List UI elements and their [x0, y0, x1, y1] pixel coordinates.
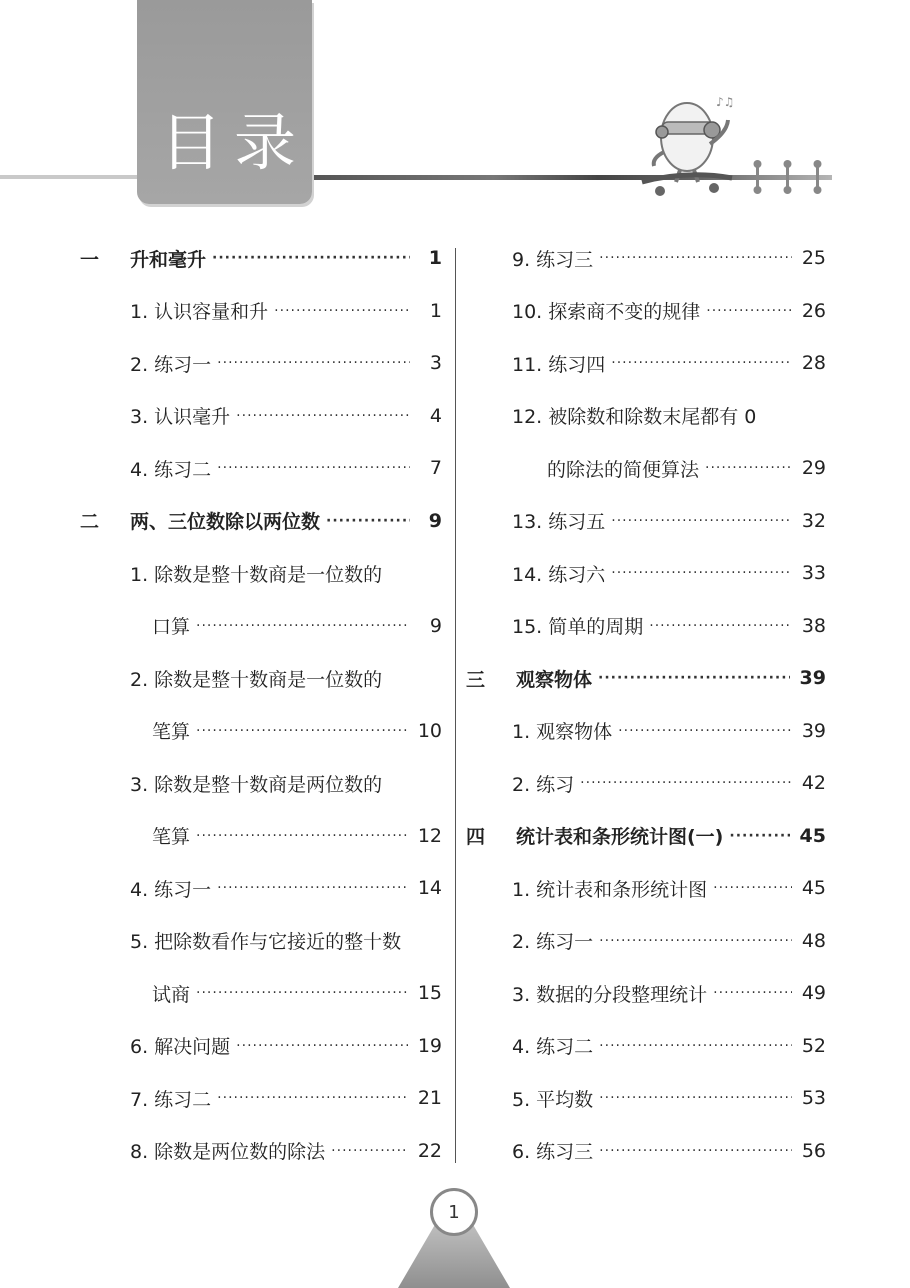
entry-page-number: 45 [801, 877, 826, 900]
toc-entry[interactable] [466, 285, 826, 338]
toc-chapter-entry[interactable] [80, 495, 442, 548]
entry-label: 7. 练习二 [130, 1088, 212, 1111]
entry-page-number: 38 [801, 614, 826, 637]
entry-page-number: 39 [801, 719, 826, 742]
entry-label: 统计表和条形统计图(一) [516, 826, 724, 849]
entry-label: 3. 认识毫升 [130, 406, 231, 429]
entry-page-number: 48 [801, 929, 826, 952]
toc-chapter-entry[interactable] [466, 810, 826, 863]
toc-chapter-entry[interactable] [80, 232, 442, 285]
entry-page-number: 42 [801, 772, 826, 795]
entry-page-number: 19 [417, 1034, 442, 1057]
toc-entry[interactable] [466, 232, 826, 285]
toc-entry[interactable] [466, 1020, 826, 1073]
toc-entry[interactable] [80, 442, 442, 495]
toc-entry[interactable] [80, 285, 442, 338]
dot-leader [713, 880, 792, 896]
skateboard-mascot-illustration [632, 92, 837, 207]
header-rule-left [0, 175, 140, 179]
dot-leader [331, 1143, 408, 1159]
dot-leader [705, 460, 792, 476]
dot-leader [729, 828, 789, 844]
dot-leader [196, 985, 408, 1001]
entry-label: 5. 把除数看作与它接近的整十数 [130, 931, 402, 954]
toc-entry[interactable] [466, 600, 826, 653]
toc-entry[interactable] [80, 390, 442, 443]
entry-page-number: 1 [429, 299, 442, 322]
dot-leader [611, 565, 792, 581]
dot-leader [611, 355, 792, 371]
chapter-number: 四 [466, 826, 486, 849]
entry-page-number: 32 [801, 509, 826, 532]
entry-page-number: 14 [417, 877, 442, 900]
entry-page-number: 10 [417, 719, 442, 742]
chapter-number: 二 [80, 511, 100, 534]
dot-leader [599, 933, 792, 949]
entry-label: 5. 平均数 [512, 1088, 594, 1111]
toc-left-column [80, 232, 442, 1177]
entry-page-number: 53 [801, 1087, 826, 1110]
entry-label: 1. 认识容量和升 [130, 301, 269, 324]
toc-entry[interactable] [80, 652, 442, 705]
entry-label: 9. 练习三 [512, 248, 594, 271]
entry-label: 2. 练习 [512, 773, 575, 796]
toc-entry[interactable] [466, 862, 826, 915]
entry-label: 4. 练习一 [130, 878, 212, 901]
entry-label: 的除法的简便算法 [547, 458, 700, 481]
dot-leader [217, 880, 408, 896]
toc-entry[interactable] [80, 810, 442, 863]
dot-leader [326, 513, 410, 529]
toc-entry[interactable] [80, 705, 442, 758]
entry-page-number: 9 [429, 614, 442, 637]
page-number: 1 [430, 1188, 478, 1236]
entry-page-number: 33 [801, 562, 826, 585]
svg-text:♪♫: ♪♫ [716, 95, 735, 109]
dot-leader [706, 303, 792, 319]
toc-entry[interactable] [466, 1072, 826, 1125]
dot-leader [196, 618, 410, 634]
dot-leader [649, 618, 792, 634]
dot-leader [274, 303, 410, 319]
entry-page-number: 1 [428, 247, 442, 270]
entry-label: 10. 探索商不变的规律 [512, 301, 701, 324]
toc-entry[interactable] [80, 1072, 442, 1125]
dot-leader [713, 985, 792, 1001]
dot-leader [236, 1038, 408, 1054]
entry-label: 14. 练习六 [512, 563, 606, 586]
toc-entry[interactable] [466, 1125, 826, 1178]
entry-page-number: 22 [417, 1139, 442, 1162]
entry-page-number: 12 [417, 824, 442, 847]
toc-entry[interactable] [80, 1020, 442, 1073]
entry-page-number: 52 [801, 1034, 826, 1057]
entry-page-number: 25 [801, 247, 826, 270]
entry-label: 3. 数据的分段整理统计 [512, 983, 708, 1006]
toc-chapter-entry[interactable] [466, 652, 826, 705]
chapter-number: 一 [80, 248, 100, 271]
dot-leader [212, 250, 410, 266]
toc-entry[interactable] [80, 337, 442, 390]
page-title: 目录 [160, 106, 309, 179]
entry-label: 12. 被除数和除数末尾都有 0 [512, 406, 757, 429]
chapter-number: 三 [466, 668, 486, 691]
toc-entry[interactable] [466, 337, 826, 390]
entry-page-number: 45 [799, 824, 826, 847]
toc-entry[interactable] [80, 757, 442, 810]
entry-label: 11. 练习四 [512, 353, 606, 376]
entry-page-number: 4 [429, 404, 442, 427]
entry-page-number: 49 [801, 982, 826, 1005]
entry-label: 口算 [152, 616, 191, 639]
entry-label: 6. 解决问题 [130, 1036, 231, 1059]
entry-label: 1. 观察物体 [512, 721, 613, 744]
dot-leader [598, 670, 790, 686]
entry-page-number: 29 [801, 457, 826, 480]
dot-leader [196, 723, 408, 739]
entry-label: 3. 除数是整十数商是两位数的 [130, 773, 383, 796]
entry-label: 观察物体 [516, 668, 593, 691]
toc-entry[interactable] [466, 547, 826, 600]
column-divider [455, 248, 456, 1163]
dot-leader [599, 1143, 792, 1159]
toc-entry[interactable] [80, 915, 442, 968]
entry-page-number: 3 [429, 352, 442, 375]
toc-entry[interactable] [466, 705, 826, 758]
toc-entry[interactable] [466, 390, 826, 443]
entry-page-number: 39 [799, 667, 826, 690]
entry-label: 笔算 [152, 826, 191, 849]
entry-label: 试商 [152, 983, 191, 1006]
entry-label: 8. 除数是两位数的除法 [130, 1141, 326, 1164]
entry-label: 1. 统计表和条形统计图 [512, 878, 708, 901]
toc-entry[interactable] [80, 1125, 442, 1178]
dot-leader [580, 775, 792, 791]
toc-entry[interactable] [80, 862, 442, 915]
entry-page-number: 56 [801, 1139, 826, 1162]
dot-leader [599, 1038, 792, 1054]
toc-entry[interactable] [80, 967, 442, 1020]
dot-leader [618, 723, 792, 739]
entry-page-number: 15 [417, 982, 442, 1005]
entry-page-number: 28 [801, 352, 826, 375]
dot-leader [217, 460, 410, 476]
toc-entry[interactable] [80, 547, 442, 600]
entry-label: 笔算 [152, 721, 191, 744]
dot-leader [196, 828, 408, 844]
entry-label: 2. 练习一 [130, 353, 212, 376]
toc-entry[interactable] [80, 600, 442, 653]
entry-label: 2. 除数是整十数商是一位数的 [130, 668, 383, 691]
toc-entry[interactable] [466, 442, 826, 495]
entry-label: 4. 练习二 [130, 458, 212, 481]
dot-leader [217, 355, 410, 371]
entry-label: 4. 练习二 [512, 1036, 594, 1059]
entry-page-number: 7 [429, 457, 442, 480]
toc-entry[interactable] [466, 495, 826, 548]
toc-entry[interactable] [466, 967, 826, 1020]
entry-label: 1. 除数是整十数商是一位数的 [130, 563, 383, 586]
dot-leader [599, 250, 792, 266]
entry-label: 2. 练习一 [512, 931, 594, 954]
dot-leader [236, 408, 410, 424]
entry-label: 13. 练习五 [512, 511, 606, 534]
toc-entry[interactable] [466, 915, 826, 968]
entry-page-number: 26 [801, 299, 826, 322]
dot-leader [217, 1090, 408, 1106]
dot-leader [599, 1090, 792, 1106]
entry-page-number: 9 [428, 509, 442, 532]
entry-page-number: 21 [417, 1087, 442, 1110]
toc-right-column [466, 232, 826, 1177]
entry-label: 两、三位数除以两位数 [130, 511, 321, 534]
entry-label: 6. 练习三 [512, 1141, 594, 1164]
entry-label: 升和毫升 [130, 248, 207, 271]
toc-entry[interactable] [466, 757, 826, 810]
dot-leader [611, 513, 792, 529]
entry-label: 15. 简单的周期 [512, 616, 644, 639]
